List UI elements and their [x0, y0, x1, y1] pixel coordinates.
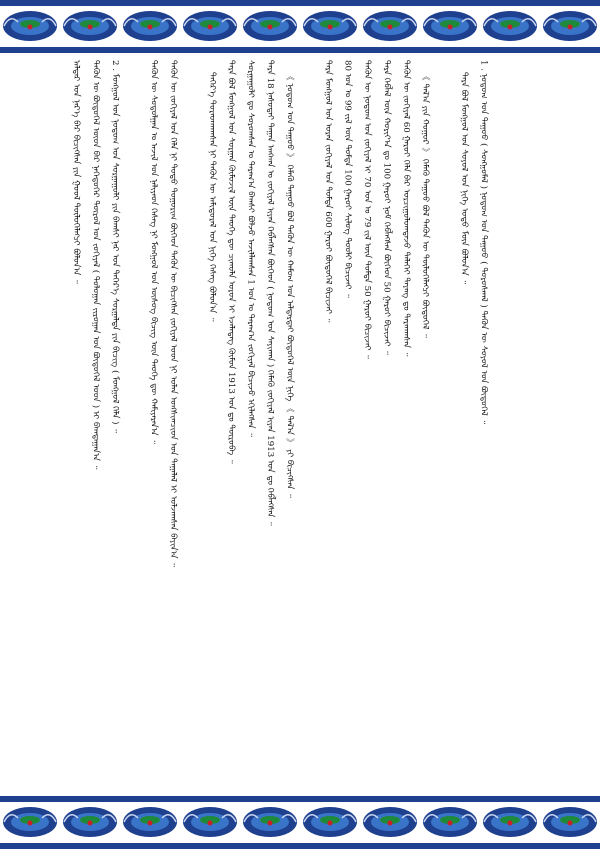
text-line: ᠲᠡᠷᠡ ᠪᠣᠯ ᠮᠣᠩᠭᠣᠯ ᠤᠨ ᠰᠤᠷᠭᠠᠨ ᠬᠦᠮᠦᠵᠢᠯ ᠦᠨ ᠲᠡᠦᠬᠡ ᠳᠦ ᠴᠢᠬᠤᠯᠠ ᠣᠷᠣᠨ ᠢ ᠡᠵᠡᠯᠡᠳᠡᠭ ᠬᠦᠮᠦᠨ 1913 ᠣᠨ ᠳᠤ ᠲᠥᠷᠥᠪᠡ ᠃: [226, 60, 237, 464]
cloud-motif: [183, 11, 237, 41]
cloud-motif: [123, 11, 177, 41]
cloud-motif: [423, 11, 477, 41]
cloud-motif: [243, 807, 297, 837]
cloud-motif: [63, 11, 117, 41]
cloud-motif: [483, 807, 537, 837]
text-line: ᠲᠡᠭᠦᠨ ᠦ ᠰᠤᠳᠤᠯᠭᠠᠨ ᠤ ᠠᠵᠢᠯ ᠤᠨ ᠨᠡᠯᠢᠶᠡᠳ ᠬᠡᠰᠡᠭ ᠨᠢ ᠮᠣᠩᠭᠣᠯ ᠤᠨ ᠦᠰᠦᠭ ᠪᠢᠴᠢᠭ ᠦᠨ ᠲᠡᠦᠬᠡ ᠳᠦ ᠬᠠᠮᠢᠶᠠᠷᠠᠨ᠎ᠠ ᠃: [148, 60, 159, 445]
text-line: 1 . ᠨᠤᠲᠤᠭ ᠤᠨ ᠳᠠᠭᠤᠤ ( ᠰᠣᠩᠭᠣᠮᠠᠯ ) ᠨᠤᠲᠤᠭ ᠤᠨ ᠳᠠᠭᠤᠤ ( ᠳᠤᠷᠤᠰᠬᠠᠯ ) ᠲᠡᠭᠦᠨ ᠦ ᠰᠣᠶᠣᠯ ᠤᠨ ᠪᠦᠲᠦᠭᠡᠯ ᠃: [478, 60, 489, 425]
cloud-pattern-border-bottom: [0, 796, 600, 849]
cloud-motif: [363, 807, 417, 837]
cloud-motif: [303, 807, 357, 837]
text-line: ᠲᠡᠷᠡ ᠮᠣᠩᠭᠣᠯ ᠤᠨ ᠤᠷᠠᠨ ᠵᠣᠬᠢᠶᠠᠯ ᠤᠨ ᠳᠤᠮᠳᠠ 600 ᠭᠠᠷᠤᠢ ᠪᠦᠲᠦᠭᠡᠯ ᠪᠢᠴᠢᠵᠡᠢ ᠃: [323, 60, 334, 323]
cloud-motif: [183, 807, 237, 837]
text-line: 《 ᠨᠤᠲᠤᠭ ᠤᠨ ᠳᠠᠭᠤᠤ 》 ᠬᠡᠮᠡᠬᠦ ᠳᠠᠭᠤᠤ ᠪᠣᠯ ᠲᠡᠭᠦᠨ ᠦ ᠬᠠᠮᠤᠭ ᠤᠨ ᠠᠯᠳᠠᠷᠲᠠᠢ ᠪᠦᠲᠦᠭᠡᠯ ᠦᠨ ᠨᠢᠭᠡ 《 ᠲᠠᠯ᠎ᠠ 》 ᠶᠢ ᠪᠢᠴᠢᠭᠰᠡᠨ ᠃: [284, 72, 295, 498]
cloud-motif: [543, 11, 597, 41]
bottom-ornamental-border: [0, 796, 600, 849]
text-line: ᠲᠡᠷᠡ ᠪᠣᠯ ᠮᠣᠩᠭᠣᠯ ᠤᠨ ᠰᠣᠶᠣᠯ ᠤᠨ ᠨᠢᠭᠡ ᠣᠳᠣ ᠮᠥᠨ ᠪᠣᠯᠤᠨ᠎ᠠ ᠃: [459, 72, 469, 285]
text-line: ᠲᠡᠷᠡ 18 ᠨᠠᠰᠤᠲᠠᠢ ᠳᠠᠭᠠᠨ ᠠᠩᠬᠠᠨ ᠤ ᠵᠣᠬᠢᠶᠠᠯ ᠢᠶᠠᠨ ᠬᠡᠪᠯᠡᠭᠰᠡᠨ ᠪᠥᠭᠡᠳ ( ᠨᠤᠲᠤᠭ ᠤᠨ ᠰᠠᠶᠢᠬᠠᠨ ) ᠬᠡᠮᠡᠬᠦ ᠵᠣᠬᠢᠶᠠᠯ ᠢᠶᠠᠨ 1913 ᠣᠨ ᠳᠤ ᠬᠡᠪᠯᠡᠭᠰᠡᠨ ᠃: [265, 60, 275, 526]
cloud-motif: [3, 807, 57, 837]
text-line: ᠰᠤᠷᠭᠠᠭᠤᠯᠢ ᠳᠤ ᠰᠤᠷᠤᠭᠰᠠᠨ ᠤ ᠳᠠᠷᠠᠭ᠎ᠠ ᠪᠠᠭᠰᠢ ᠪᠣᠯᠵᠤ ᠠᠵᠢᠯᠯᠠᠭᠰᠠᠨ 1 ᠣᠨ ᠤ ᠳᠠᠷᠠᠭ᠎ᠠ ᠵᠣᠬᠢᠶᠠᠯ ᠪᠢᠴᠢᠵᠦ ᠡᠬᠢᠯᠡᠭᠰᠡᠨ ᠃: [245, 60, 256, 437]
cloud-motif: [483, 11, 537, 41]
top-ornamental-border: [0, 0, 600, 53]
text-line: ᠳᠡᠭᠡᠷ᠎ᠡ ᠳᠤᠷᠠᠳᠬᠠᠭᠰᠠᠨ ᠨᠢ ᠲᠡᠭᠦᠨ ᠦ ᠠᠮᠢᠳᠤᠷᠠᠯ ᠤᠨ ᠨᠢᠭᠡ ᠬᠡᠰᠡᠭ ᠪᠣᠯᠤᠨ᠎ᠠ ᠃: [206, 72, 217, 322]
text-line: ᠠᠯᠳᠠᠷ ᠤᠨ ᠨᠡᠷ᠎ᠡ ᠪᠡᠷ ᠪᠢᠴᠢᠭᠰᠡᠨ ᠶᠢᠨ ᠭᠣᠣᠯ ᠲᠥᠯᠦᠭᠡᠯᠡᠭᠴᠢ ᠪᠣᠯᠤᠨ᠎ᠠ ᠃: [71, 60, 81, 284]
text-line: ᠲᠡᠷᠡ ᠬᠡᠪᠯᠡᠯ ᠦᠨ ᠬᠣᠷᠢᠶ᠎ᠠ ᠳᠤ 100 ᠭᠠᠷᠤᠢ ᠨᠣᠮ ᠬᠡᠪᠯᠡᠭᠰᠡᠨ ᠪᠥᠭᠡᠳ 50 ᠭᠠᠷᠤᠢ ᠪᠢᠴᠢᠵᠡᠢ ᠃: [381, 60, 392, 355]
text-line: ᠲᠡᠭᠦᠨ ᠦ ᠵᠣᠬᠢᠶᠠᠯ 60 ᠭᠠᠷᠤᠢ ᠬᠡᠯᠡ ᠪᠡᠷ ᠣᠷᠴᠢᠭᠤᠯᠤᠭᠳᠠᠵᠤ ᠳᠡᠯᠡᠬᠡᠢ ᠳᠠᠶᠠᠩ ᠳᠤ ᠲᠠᠷᠬᠠᠭᠰᠠᠨ ᠃: [400, 60, 411, 357]
text-line: 《 ᠲᠠᠯ᠎ᠠ ᠶᠢᠨ ᠬᠤᠭᠤᠷ 》 ᠬᠡᠮᠡᠬᠦ ᠳᠠᠭᠤᠤ ᠪᠣᠯ ᠲᠡᠭᠦᠨ ᠦ ᠲᠥᠯᠦᠭᠡᠯᠡᠭᠴᠢ ᠪᠦᠲᠦᠭᠡᠯ ᠃: [420, 72, 431, 338]
cloud-motif: [63, 807, 117, 837]
cloud-motif: [543, 807, 597, 837]
text-line: 2 . ᠮᠣᠩᠭᠣᠯ ᠤᠨ ᠨᠤᠲᠤᠭ ᠤᠨ ᠰᠤᠷᠭᠠᠭᠤᠯᠢ ᠶᠢᠨ ᠪᠠᠭᠰᠢ ᠨᠠᠷ ᠤᠨ ᠳᠡᠭᠡᠷ᠎ᠡ ᠰᠤᠷᠭᠠᠯᠲᠠ ᠶᠢᠨ ᠪᠢᠴᠢᠭ ( ᠮᠣᠩᠭᠣᠯ ᠬᠡᠯᠡ ) ᠃: [109, 60, 120, 433]
cloud-motif: [423, 807, 477, 837]
cloud-motif: [243, 11, 297, 41]
text-line: ᠲᠡᠭᠦᠨ ᠦ ᠨᠤᠲᠤᠭ ᠤᠨ ᠵᠣᠬᠢᠶᠠᠯ ᠢ 70 ᠣᠨ ᠤ 79 ᠵᠢᠯ ᠦᠨ ᠳᠤᠮᠳᠠ 50 ᠭᠠᠷᠤᠢ ᠪᠢᠴᠢᠵᠡᠢ ᠃: [362, 60, 372, 359]
text-line: ᠲᠡᠭᠦᠨ ᠦ ᠪᠦᠲᠦᠭᠡᠯ ᠦᠳ ᠪᠡᠷ ᠨᠡᠭᠡᠳᠦᠭᠡᠷ ᠲᠥᠷᠥᠯ ᠤᠨ ᠵᠣᠬᠢᠶᠠᠯ ( ᠳᠣᠯᠣᠭᠠᠨ ᠵᠢᠷᠤᠭᠠᠨ ᠤᠨ ᠪᠦᠲᠦᠭᠡᠯ ᠤᠳ ) ᠢ ᠪᠠᠭᠲᠠᠭᠠᠨ᠎ᠠ ᠃: [90, 60, 101, 470]
document-body: [70, 60, 530, 790]
cloud-pattern-border: [0, 0, 600, 53]
cloud-motif: [123, 807, 177, 837]
cloud-motif: [363, 11, 417, 41]
text-line: ᠲᠡᠭᠦᠨ ᠦ ᠵᠣᠬᠢᠶᠠᠯ ᠤᠨ ᠬᠡᠯᠡ ᠨᠢ ᠲᠣᠳᠣ ᠲᠣᠭᠣᠷᠢᠭ ᠪᠥᠭᠡᠳ ᠲᠡᠭᠦᠨ ᠦ ᠪᠢᠴᠢᠭᠰᠡᠨ ᠵᠣᠬᠢᠶᠠᠯ ᠤᠳ ᠨᠢ ᠣᠯᠠᠨ ᠤᠩᠰᠢᠭᠴᠢᠳ ᠤᠨ ᠲᠠᠭᠠᠯᠠᠯ ᠢ ᠣᠯᠵᠠᠭᠰᠠᠨ ᠪᠠᠶᠢᠨ᠎ᠠ ᠃: [168, 60, 178, 567]
cloud-motif: [3, 11, 57, 41]
text-line: 80 ᠣᠨ ᠤ 99 ᠵᠢᠯ ᠦᠨ ᠳᠤᠮᠳᠠ 100 ᠭᠠᠷᠤᠢ ᠰᠢᠯᠦᠭ ᠳᠤᠤᠯᠢ ᠪᠢᠴᠢᠵᠡᠢ ᠃: [342, 60, 353, 298]
cloud-motif: [303, 11, 357, 41]
